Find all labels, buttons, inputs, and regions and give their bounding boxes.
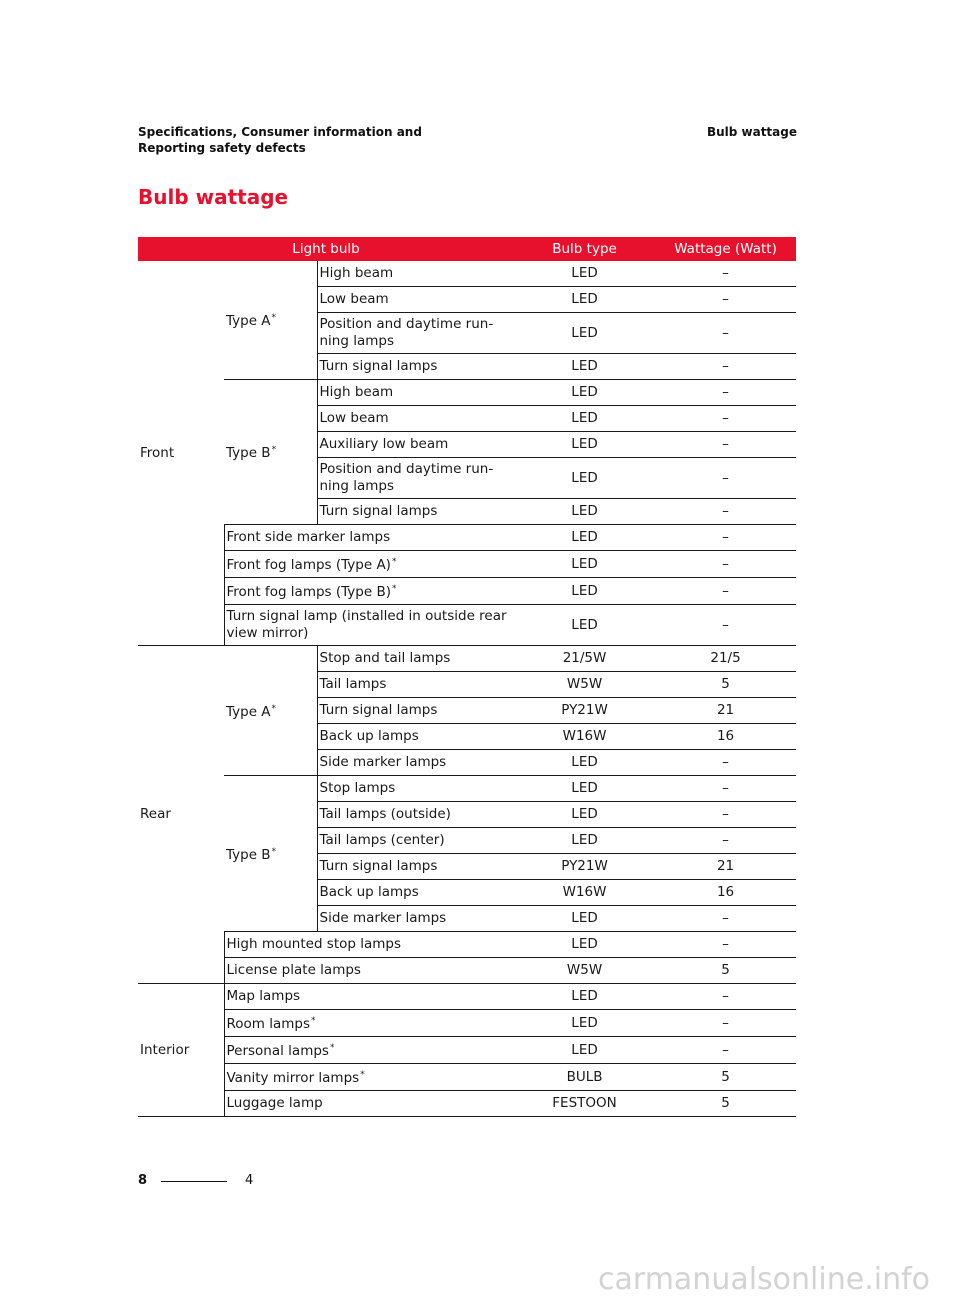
wattage-cell: – — [655, 932, 796, 958]
bulb-type-cell: LED — [514, 906, 655, 932]
light-bulb-name: Turn signal lamps — [317, 354, 514, 380]
light-bulb-name: Stop and tail lamps — [317, 646, 514, 672]
wattage-cell: – — [655, 354, 796, 380]
column-header-light-bulb: Light bulb — [138, 237, 514, 261]
bulb-type-cell: W5W — [514, 958, 655, 984]
section-heading-line2: Reporting safety defects — [138, 141, 306, 155]
asterisk-mark: * — [360, 1070, 365, 1080]
table-row — [138, 1010, 796, 1037]
wattage-cell: – — [655, 313, 796, 354]
subgroup-label-front-type-a: Type A* — [224, 261, 317, 380]
page-title: Bulb wattage — [138, 185, 289, 209]
light-bulb-name: Tail lamps (outside) — [317, 802, 514, 828]
table-row — [138, 984, 796, 1010]
wattage-cell: – — [655, 1010, 796, 1037]
light-bulb-name: Side marker lamps — [317, 750, 514, 776]
subgroup-label-rear-type-b: Type B* — [224, 776, 317, 932]
bulb-type-cell: LED — [514, 828, 655, 854]
bulb-type-cell: LED — [514, 1010, 655, 1037]
light-bulb-name: Front fog lamps (Type A)* — [224, 551, 514, 578]
asterisk-mark: * — [391, 584, 397, 594]
subgroup-label-front-type-b: Type B* — [224, 380, 317, 525]
wattage-cell: – — [655, 750, 796, 776]
light-bulb-name: Tail lamps (center) — [317, 828, 514, 854]
bulb-type-cell: PY21W — [514, 854, 655, 880]
section-heading-line1: Specifications, Consumer information and — [138, 125, 422, 139]
light-bulb-name: Tail lamps — [317, 672, 514, 698]
bulb-type-cell: LED — [514, 525, 655, 551]
bulb-type-cell: LED — [514, 984, 655, 1010]
wattage-cell: – — [655, 499, 796, 525]
table-row — [138, 525, 796, 551]
light-bulb-name: License plate lamps — [224, 958, 514, 984]
table-row — [138, 1037, 796, 1064]
bulb-type-cell: LED — [514, 776, 655, 802]
wattage-cell: 21 — [655, 698, 796, 724]
wattage-cell: 5 — [655, 1064, 796, 1091]
asterisk-mark: * — [391, 557, 397, 567]
asterisk-mark: * — [271, 445, 277, 455]
light-bulb-name: Luggage lamp — [224, 1091, 514, 1117]
bulb-type-cell: FESTOON — [514, 1091, 655, 1117]
wattage-cell: – — [655, 605, 796, 646]
light-bulb-name: High beam — [317, 261, 514, 287]
wattage-cell: – — [655, 802, 796, 828]
light-bulb-name: Turn signal lamp (installed in outside rear view mirror) — [224, 605, 514, 646]
light-bulb-name: Personal lamps* — [224, 1037, 514, 1064]
bulb-type-cell: LED — [514, 380, 655, 406]
bulb-type-cell: LED — [514, 406, 655, 432]
table-row — [138, 958, 796, 984]
bulb-type-cell: LED — [514, 932, 655, 958]
light-bulb-name: Position and daytime run- ning lamps — [317, 313, 514, 354]
bulb-type-cell: W16W — [514, 724, 655, 750]
bulb-type-cell: PY21W — [514, 698, 655, 724]
wattage-cell: – — [655, 380, 796, 406]
bulb-type-cell: LED — [514, 313, 655, 354]
wattage-cell: – — [655, 261, 796, 287]
asterisk-mark: * — [271, 703, 277, 714]
table-row — [138, 380, 796, 406]
bulb-type-cell: LED — [514, 458, 655, 499]
wattage-cell: – — [655, 906, 796, 932]
column-header-bulb-type: Bulb type — [514, 237, 655, 261]
asterisk-mark: * — [311, 1016, 316, 1026]
bulb-type-cell: W5W — [514, 672, 655, 698]
light-bulb-name: Turn signal lamps — [317, 698, 514, 724]
bulb-type-cell: W16W — [514, 880, 655, 906]
table-row — [138, 1064, 796, 1091]
bulb-type-cell: LED — [514, 750, 655, 776]
light-bulb-name: Position and daytime run- ning lamps — [317, 458, 514, 499]
wattage-cell: – — [655, 406, 796, 432]
table-row — [138, 605, 796, 646]
asterisk-mark: * — [271, 313, 277, 323]
table-row — [138, 551, 796, 578]
subgroup-label-rear-type-a: Type A* — [224, 646, 317, 776]
light-bulb-name: Map lamps — [224, 984, 514, 1010]
table-row — [138, 1091, 796, 1117]
light-bulb-name: Back up lamps — [317, 880, 514, 906]
light-bulb-name: Side marker lamps — [317, 906, 514, 932]
bulb-type-cell: LED — [514, 605, 655, 646]
light-bulb-name: Front side marker lamps — [224, 525, 514, 551]
table-row — [138, 932, 796, 958]
bulb-type-cell: LED — [514, 499, 655, 525]
light-bulb-name: Low beam — [317, 406, 514, 432]
light-bulb-name: Front fog lamps (Type B)* — [224, 578, 514, 605]
wattage-cell: – — [655, 551, 796, 578]
asterisk-mark: * — [329, 1043, 335, 1053]
group-label-rear: Rear — [138, 646, 224, 984]
wattage-cell: 16 — [655, 880, 796, 906]
light-bulb-name: Back up lamps — [317, 724, 514, 750]
wattage-cell: – — [655, 432, 796, 458]
wattage-cell: – — [655, 984, 796, 1010]
light-bulb-name: Auxiliary low beam — [317, 432, 514, 458]
bulb-type-cell: LED — [514, 287, 655, 313]
asterisk-mark: * — [271, 846, 277, 857]
bulb-type-cell: 21/5W — [514, 646, 655, 672]
bulb-type-cell: BULB — [514, 1064, 655, 1091]
light-bulb-name: Low beam — [317, 287, 514, 313]
footer-divider — [161, 1181, 227, 1182]
wattage-cell: 21/5 — [655, 646, 796, 672]
wattage-cell: 21 — [655, 854, 796, 880]
bulb-type-cell: LED — [514, 432, 655, 458]
light-bulb-name: Turn signal lamps — [317, 854, 514, 880]
wattage-cell: – — [655, 458, 796, 499]
table-row — [138, 776, 796, 802]
wattage-cell: 16 — [655, 724, 796, 750]
bulb-type-cell: LED — [514, 578, 655, 605]
wattage-cell: – — [655, 776, 796, 802]
chapter-number: 8 — [138, 1173, 148, 1188]
light-bulb-name: High mounted stop lamps — [224, 932, 514, 958]
wattage-cell: – — [655, 1037, 796, 1064]
wattage-cell: – — [655, 525, 796, 551]
bulb-wattage-table — [138, 237, 796, 1117]
table-row — [138, 261, 796, 287]
light-bulb-name: Stop lamps — [317, 776, 514, 802]
bulb-type-cell: LED — [514, 551, 655, 578]
light-bulb-name: High beam — [317, 380, 514, 406]
table-row — [138, 578, 796, 605]
wattage-cell: 5 — [655, 958, 796, 984]
watermark: carmanualsonline.info — [598, 1262, 930, 1297]
bulb-type-cell: LED — [514, 802, 655, 828]
section-heading — [138, 124, 422, 156]
group-label-interior: Interior — [138, 984, 224, 1117]
page-number: 4 — [245, 1173, 254, 1188]
table-header-row — [138, 237, 796, 261]
wattage-cell: 5 — [655, 1091, 796, 1117]
wattage-cell: – — [655, 828, 796, 854]
bulb-type-cell: LED — [514, 354, 655, 380]
group-label-front: Front — [138, 261, 224, 646]
bulb-type-cell: LED — [514, 261, 655, 287]
light-bulb-name: Room lamps* — [224, 1010, 514, 1037]
light-bulb-name: Turn signal lamps — [317, 499, 514, 525]
light-bulb-name: Vanity mirror lamps* — [224, 1064, 514, 1091]
chapter-heading: Bulb wattage — [706, 125, 797, 139]
wattage-cell: – — [655, 287, 796, 313]
column-header-wattage: Wattage (Watt) — [655, 237, 796, 261]
bulb-type-cell: LED — [514, 1037, 655, 1064]
wattage-cell: 5 — [655, 672, 796, 698]
table-row — [138, 646, 796, 672]
wattage-cell: – — [655, 578, 796, 605]
